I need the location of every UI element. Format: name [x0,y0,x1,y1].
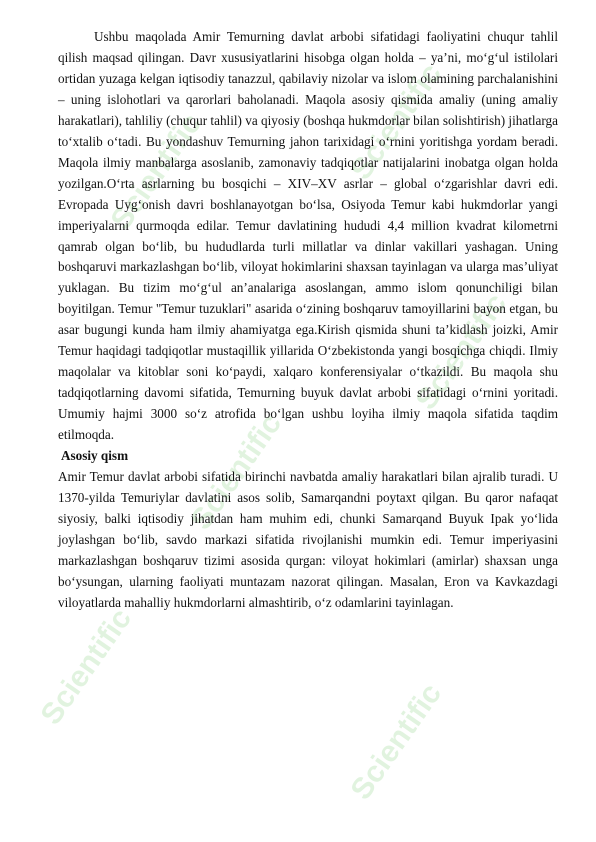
watermark-logo: Scientific [344,677,449,806]
section-paragraph: Amir Temur davlat arbobi sifatida birinchi navbatda amaliy harakatlari bilan ajralib turadi. U 1370-yilda Temuriylar davlatini asos solib, Samarqandni poytaxt qilgan. Bu qaror nafaqat siyosiy, balki iqtisodiy jihatdan ham muhim edi, chunki Samarqand Buyuk Ipak yo‘lida joylashgan bo‘lib, savdo markazi sifatida rivojlanishi mumkin edi. Temur imperiyasini markazlashgan boshqaruv tizimi asosida qurgan: viloyat hokimlari (amirlar) shaxsan unga bo‘ysungan, ularning faoliyati muntazam nazorat qilingan. Masalan, Eron va Kavkazdagi viloyatlarda mahalliy hukmdorlarni almashtirib, o‘z odamlarini tayinlagan. [58,469,558,610]
watermark-logo: Scientific [184,407,289,536]
document-body [58,27,558,614]
watermark-logo: Scientific [104,107,209,236]
watermark-logo: Scientific [409,287,514,416]
section-heading: Asosiy qism [61,448,129,464]
intro-paragraph: Ushbu maqolada Amir Temurning davlat arbobi sifatidagi faoliyatini chuqur tahlil qilish maqsad qilingan. Davr xususiyatlarini hisobga olgan holda – ya’ni, mo‘g‘ul istilolari ortidan yuzaga kelgan iqtisodiy tanazzul, qabilaviy nizolar va islom olamining parchalanishini – uning islohotlari va qarorlari baholanadi. Maqola asosiy qismida amaliy (uning amaliy harakatlari), tahliliy (chuqur tahlil) va qiyosiy (boshqa hukmdorlar bilan solishtirish) jihatlarga to‘xtalib o‘tadi. Bu yondashuv Temurning jahon tarixidagi o‘rnini yoritishga yordam beradi. Maqola ilmiy manbalarga asoslanib, zamonaviy tadqiqotlar natijalarini inobatga olgan holda yozilgan.O‘rta asrlarning bu bosqichi – XIV–XV asrlar – global o‘zgarishlar davri edi. Evropada Uyg‘onish davri boshlanayotgan bo‘lsa, Osiyoda Temur kabi hukmdorlar yangi imperiyalarni qurmoqda edilar. Temur davlatining hududi 4,4 million kvadrat kilometrni qamrab olgan bo‘lib, bu hududlarda turli millatlar va dinlar vakillari yashagan. Uning boshqaruvi markazlashgan bo‘lib, viloyat hokimlarini shaxsan tayinlagan va ularga mas’uliyat yuklagan. Bu tizim mo‘g‘ul an’analariga asoslangan, ammo islom qonunchiligi bilan boyitilgan. Temur "Temur tuzuklari" asarida o‘zining boshqaruv tamoyillarini bayon etgan, bu asar bugungi kunda ham ilmiy ahamiyatga ega.Kirish qismida shuni ta’kidlash joizki, Amir Temur haqidagi tadqiqotlar mustaqillik yillarida O‘zbekistonda yangi bosqichga chiqdi. Ilmiy maqolalar va kitoblar soni ko‘paydi, xalqaro konferensiyalar o‘tkazildi. Bu maqola shu tadqiqotlarning davomi sifatida, Temurning buyuk davlat arbobi sifatidagi o‘rnini yoritadi. Umumiy hajmi 3000 so‘z atrofida bo‘lgan ushbu loyiha ilmiy maqola sifatida taqdim etilmoqda. [58,29,558,443]
watermark-logo: Scientific [344,57,449,186]
watermark-logo: Scientific [34,602,139,731]
